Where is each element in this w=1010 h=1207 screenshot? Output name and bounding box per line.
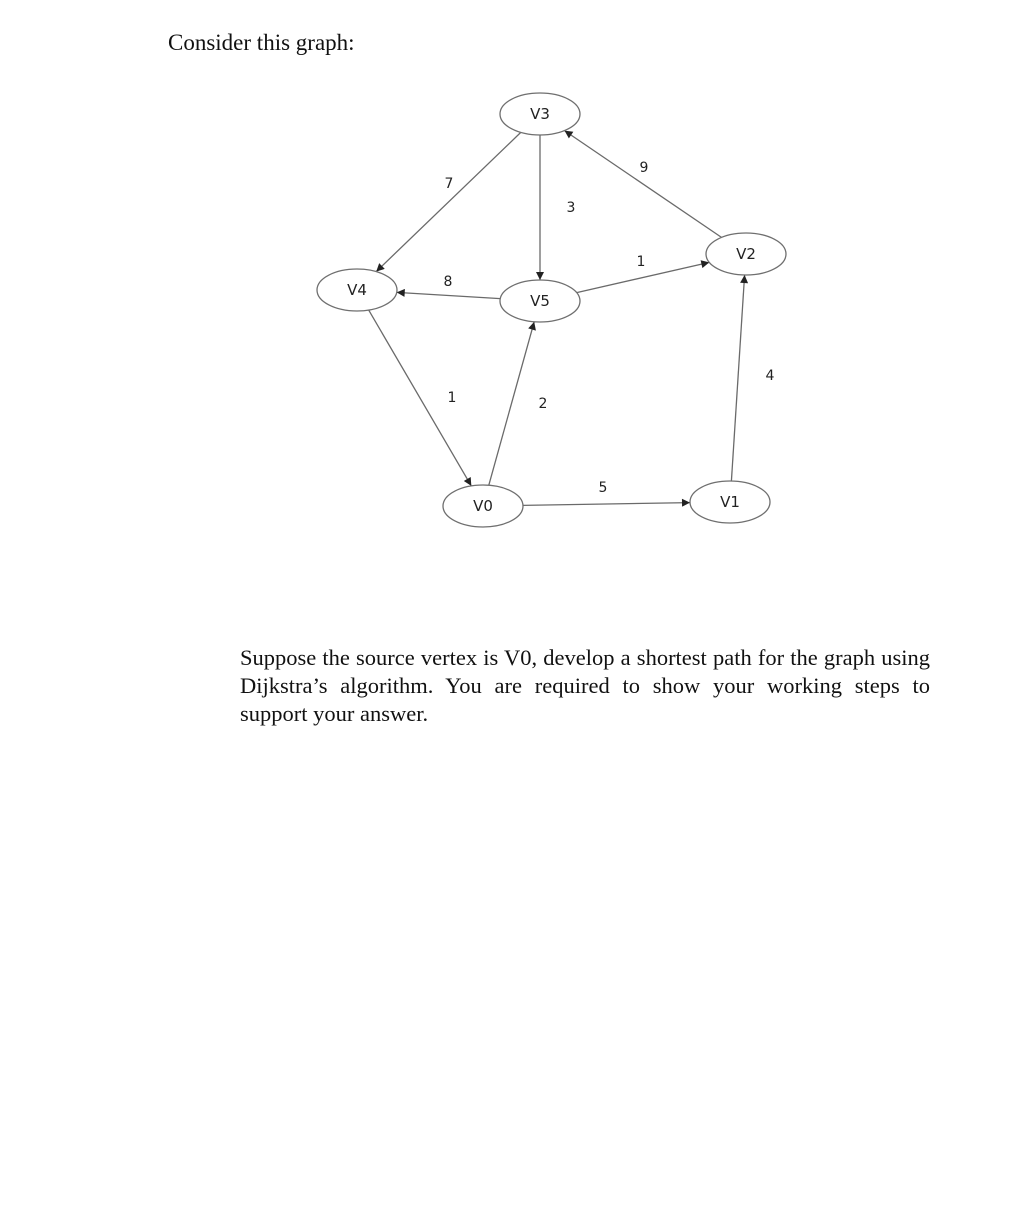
- edge-v0-to-v5: [489, 322, 534, 485]
- intro-text: Consider this graph:: [168, 30, 355, 55]
- node-v4: [317, 269, 397, 311]
- edge-weight-v5-v4: 8: [443, 274, 453, 290]
- node-v1: [690, 481, 770, 523]
- nodes-layer: [317, 93, 786, 527]
- edge-weight-v0-v5: 2: [538, 396, 548, 412]
- node-v3: [500, 93, 580, 135]
- node-label-v2: V2: [736, 245, 756, 263]
- node-label-v4: V4: [347, 281, 367, 299]
- edge-v3-to-v4: [376, 132, 521, 271]
- edge-weight-v3-v4: 7: [444, 176, 454, 192]
- edge-v0-to-v1: [523, 503, 690, 506]
- edge-labels-layer: [444, 160, 775, 496]
- node-v0: [443, 485, 523, 527]
- edge-weight-v3-v5: 3: [566, 200, 576, 216]
- node-label-v1: V1: [720, 493, 740, 511]
- node-label-v0: V0: [473, 497, 493, 515]
- node-v2: [706, 233, 786, 275]
- node-label-v3: V3: [530, 105, 550, 123]
- edge-v2-to-v3: [565, 131, 722, 238]
- node-label-v5: V5: [530, 292, 550, 310]
- edge-weight-v0-v1: 5: [598, 480, 608, 496]
- question-text: Suppose the source vertex is V0, develop a shortest path for the graph using Dijkstra’s algorithm. You are required to show your working steps to support your answer.: [240, 645, 930, 726]
- edge-v5-to-v4: [397, 292, 501, 298]
- edge-weight-v4-v0: 1: [447, 390, 457, 406]
- graph-diagram: [0, 0, 1010, 600]
- node-v5: [500, 280, 580, 322]
- edge-v1-to-v2: [731, 275, 744, 481]
- edge-weight-v5-v2: 1: [636, 254, 646, 270]
- edge-weight-v2-v3: 9: [639, 160, 649, 176]
- edge-weight-v1-v2: 4: [765, 368, 775, 384]
